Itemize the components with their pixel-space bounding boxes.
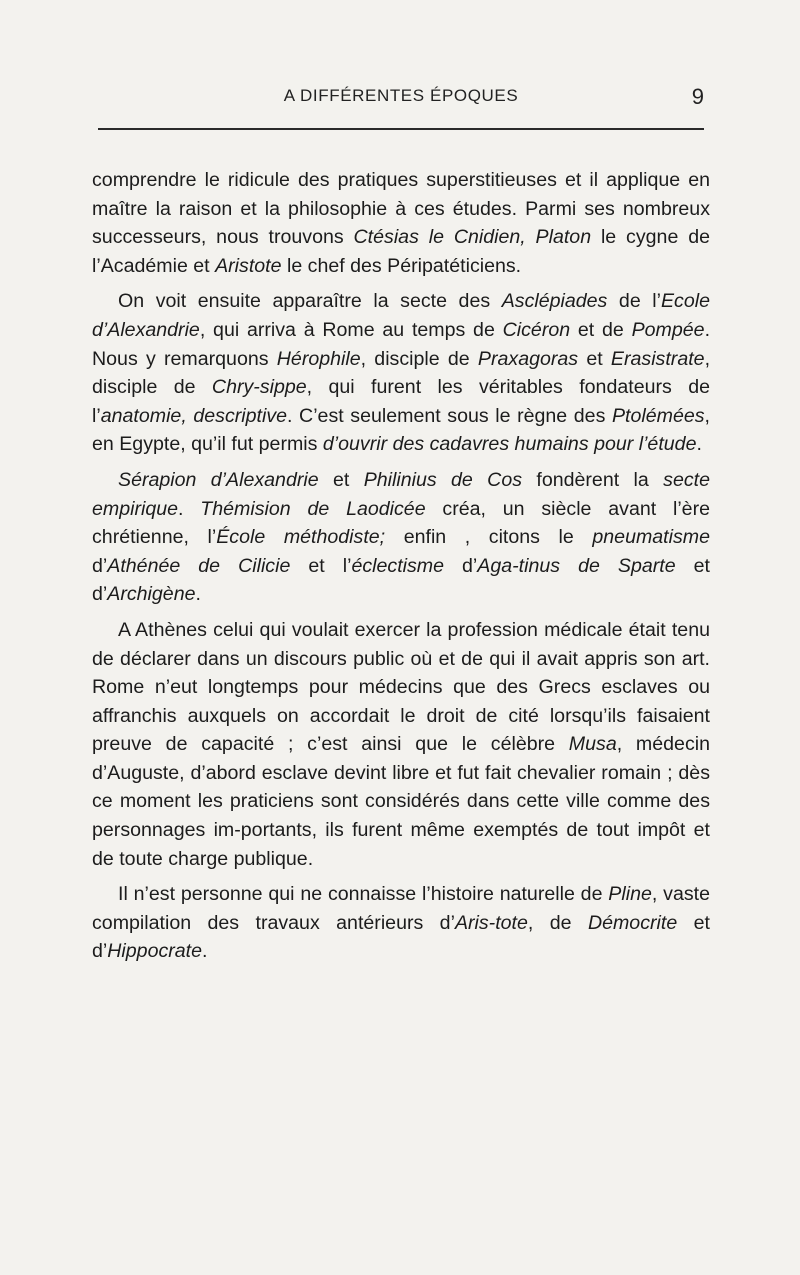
page-number: 9 (691, 84, 704, 109)
italic-term: Erasistrate (610, 347, 705, 370)
text-run: et (578, 347, 611, 370)
italic-term: Archigène (107, 583, 196, 606)
italic-term: Hippocrate (107, 940, 203, 963)
italic-term: Athénée de Cilicie (107, 554, 291, 577)
text-run: le chef des Péripatéticiens. (281, 254, 522, 277)
text-run: et de (570, 318, 632, 341)
paragraph-4 (92, 616, 710, 873)
text-run: fondèrent la (522, 468, 664, 491)
italic-term: Musa (568, 733, 617, 756)
text-run: . (178, 497, 201, 520)
italic-term: École méthodiste; (216, 526, 386, 549)
italic-term: Asclépiades (501, 290, 608, 313)
italic-term: Aristote (215, 254, 282, 277)
italic-term: Pompée (631, 318, 705, 341)
text-run: On voit ensuite apparaître la secte des (118, 290, 502, 313)
text-run: , vaste compilation des travaux antérieurs d’ (92, 883, 710, 934)
running-header (92, 86, 710, 112)
text-run: , en Egypte, qu’il fut permis (92, 404, 710, 456)
text-run: créa, un siècle avant l’ère chrétienne, l’ (92, 497, 711, 549)
italic-term: Ecole d’Alexandrie (92, 290, 710, 341)
book-page (92, 0, 710, 1275)
italic-term: Thémision de Laodicée (200, 497, 426, 520)
italic-term: Praxagoras (477, 347, 579, 370)
text-run: d’ (444, 554, 478, 577)
italic-term: Chry-sippe (211, 376, 307, 399)
text-run: le cygne de l’Académie et (92, 226, 710, 277)
text-run: et d’ (92, 911, 710, 963)
text-run: enfin , citons le (385, 526, 593, 549)
text-run: de l’ (607, 290, 661, 313)
text-run: , disciple de (360, 347, 478, 370)
text-run: et d’ (92, 554, 711, 606)
italic-term: Aris-tote (454, 911, 528, 934)
italic-term: Aga-tinus de Sparte (477, 554, 676, 577)
italic-term: Cicéron (502, 318, 571, 341)
paragraph-2 (92, 287, 710, 459)
paragraph-5 (92, 880, 710, 966)
text-run: . (696, 433, 702, 456)
text-run: et l’ (290, 554, 352, 577)
text-run: Il n’est personne qui ne connaisse l’histoire naturelle de (118, 883, 609, 906)
italic-term: Hérophile (276, 347, 361, 370)
header-rule (98, 128, 704, 130)
body-text (92, 166, 710, 973)
text-run: A Athènes celui qui voulait exercer la profession médicale était tenu de déclarer dans un discours public où et de qui il avait appris son art. Rome n’eut longtemps pour médecins que des Grecs esclaves ou affranchis auxquels on accordait le droit de cité lorsqu’ils faisaient preuve de capacité ; c’est ainsi que le célèbre (92, 618, 710, 756)
text-run: . Nous y remarquons (92, 318, 711, 370)
italic-term: Ptolémées (611, 404, 705, 427)
text-run: , médecin d’Auguste, d’abord esclave devint libre et fut fait chevalier romain ; dès ce moment les praticiens sont considérés dans cette ville comme des personnages im-portants, ils furent même exemptés de tout impôt et de toute charge publique. (92, 733, 710, 870)
italic-term: Ctésias le Cnidien, Platon (353, 226, 592, 249)
italic-term: Démocrite (587, 911, 678, 934)
italic-term: d’ouvrir des cadavres humains pour l’étude (322, 433, 697, 456)
text-run: . (202, 940, 208, 963)
text-run: comprendre le ridicule des pratiques superstitieuses et il applique en maître la raison et la philosophie à ces études. Parmi ses nombreux successeurs, nous trouvons (92, 169, 710, 249)
italic-term: Sérapion d’Alexandrie (118, 468, 319, 491)
italic-term: Philinius de Cos (363, 468, 523, 491)
italic-term: éclectisme (351, 554, 445, 577)
running-title: A DIFFÉRENTES ÉPOQUES (283, 86, 519, 105)
text-run: , disciple de (92, 347, 711, 399)
paragraph-3 (92, 466, 710, 609)
text-run: . C’est seulement sous le règne des (287, 404, 612, 427)
text-run: , qui furent les véritables fondateurs de l’ (92, 376, 710, 427)
text-run: d’ (92, 554, 108, 577)
text-run: . (195, 583, 201, 606)
italic-term: Pline (608, 883, 652, 906)
italic-term: secte empirique (92, 468, 710, 520)
paragraph-1 (92, 166, 710, 280)
text-run: et (318, 468, 364, 491)
text-run: , qui arriva à Rome au temps de (199, 318, 503, 341)
italic-term: anatomie, descriptive (100, 404, 288, 427)
italic-term: pneumatisme (592, 526, 710, 549)
text-run: , de (527, 911, 588, 934)
